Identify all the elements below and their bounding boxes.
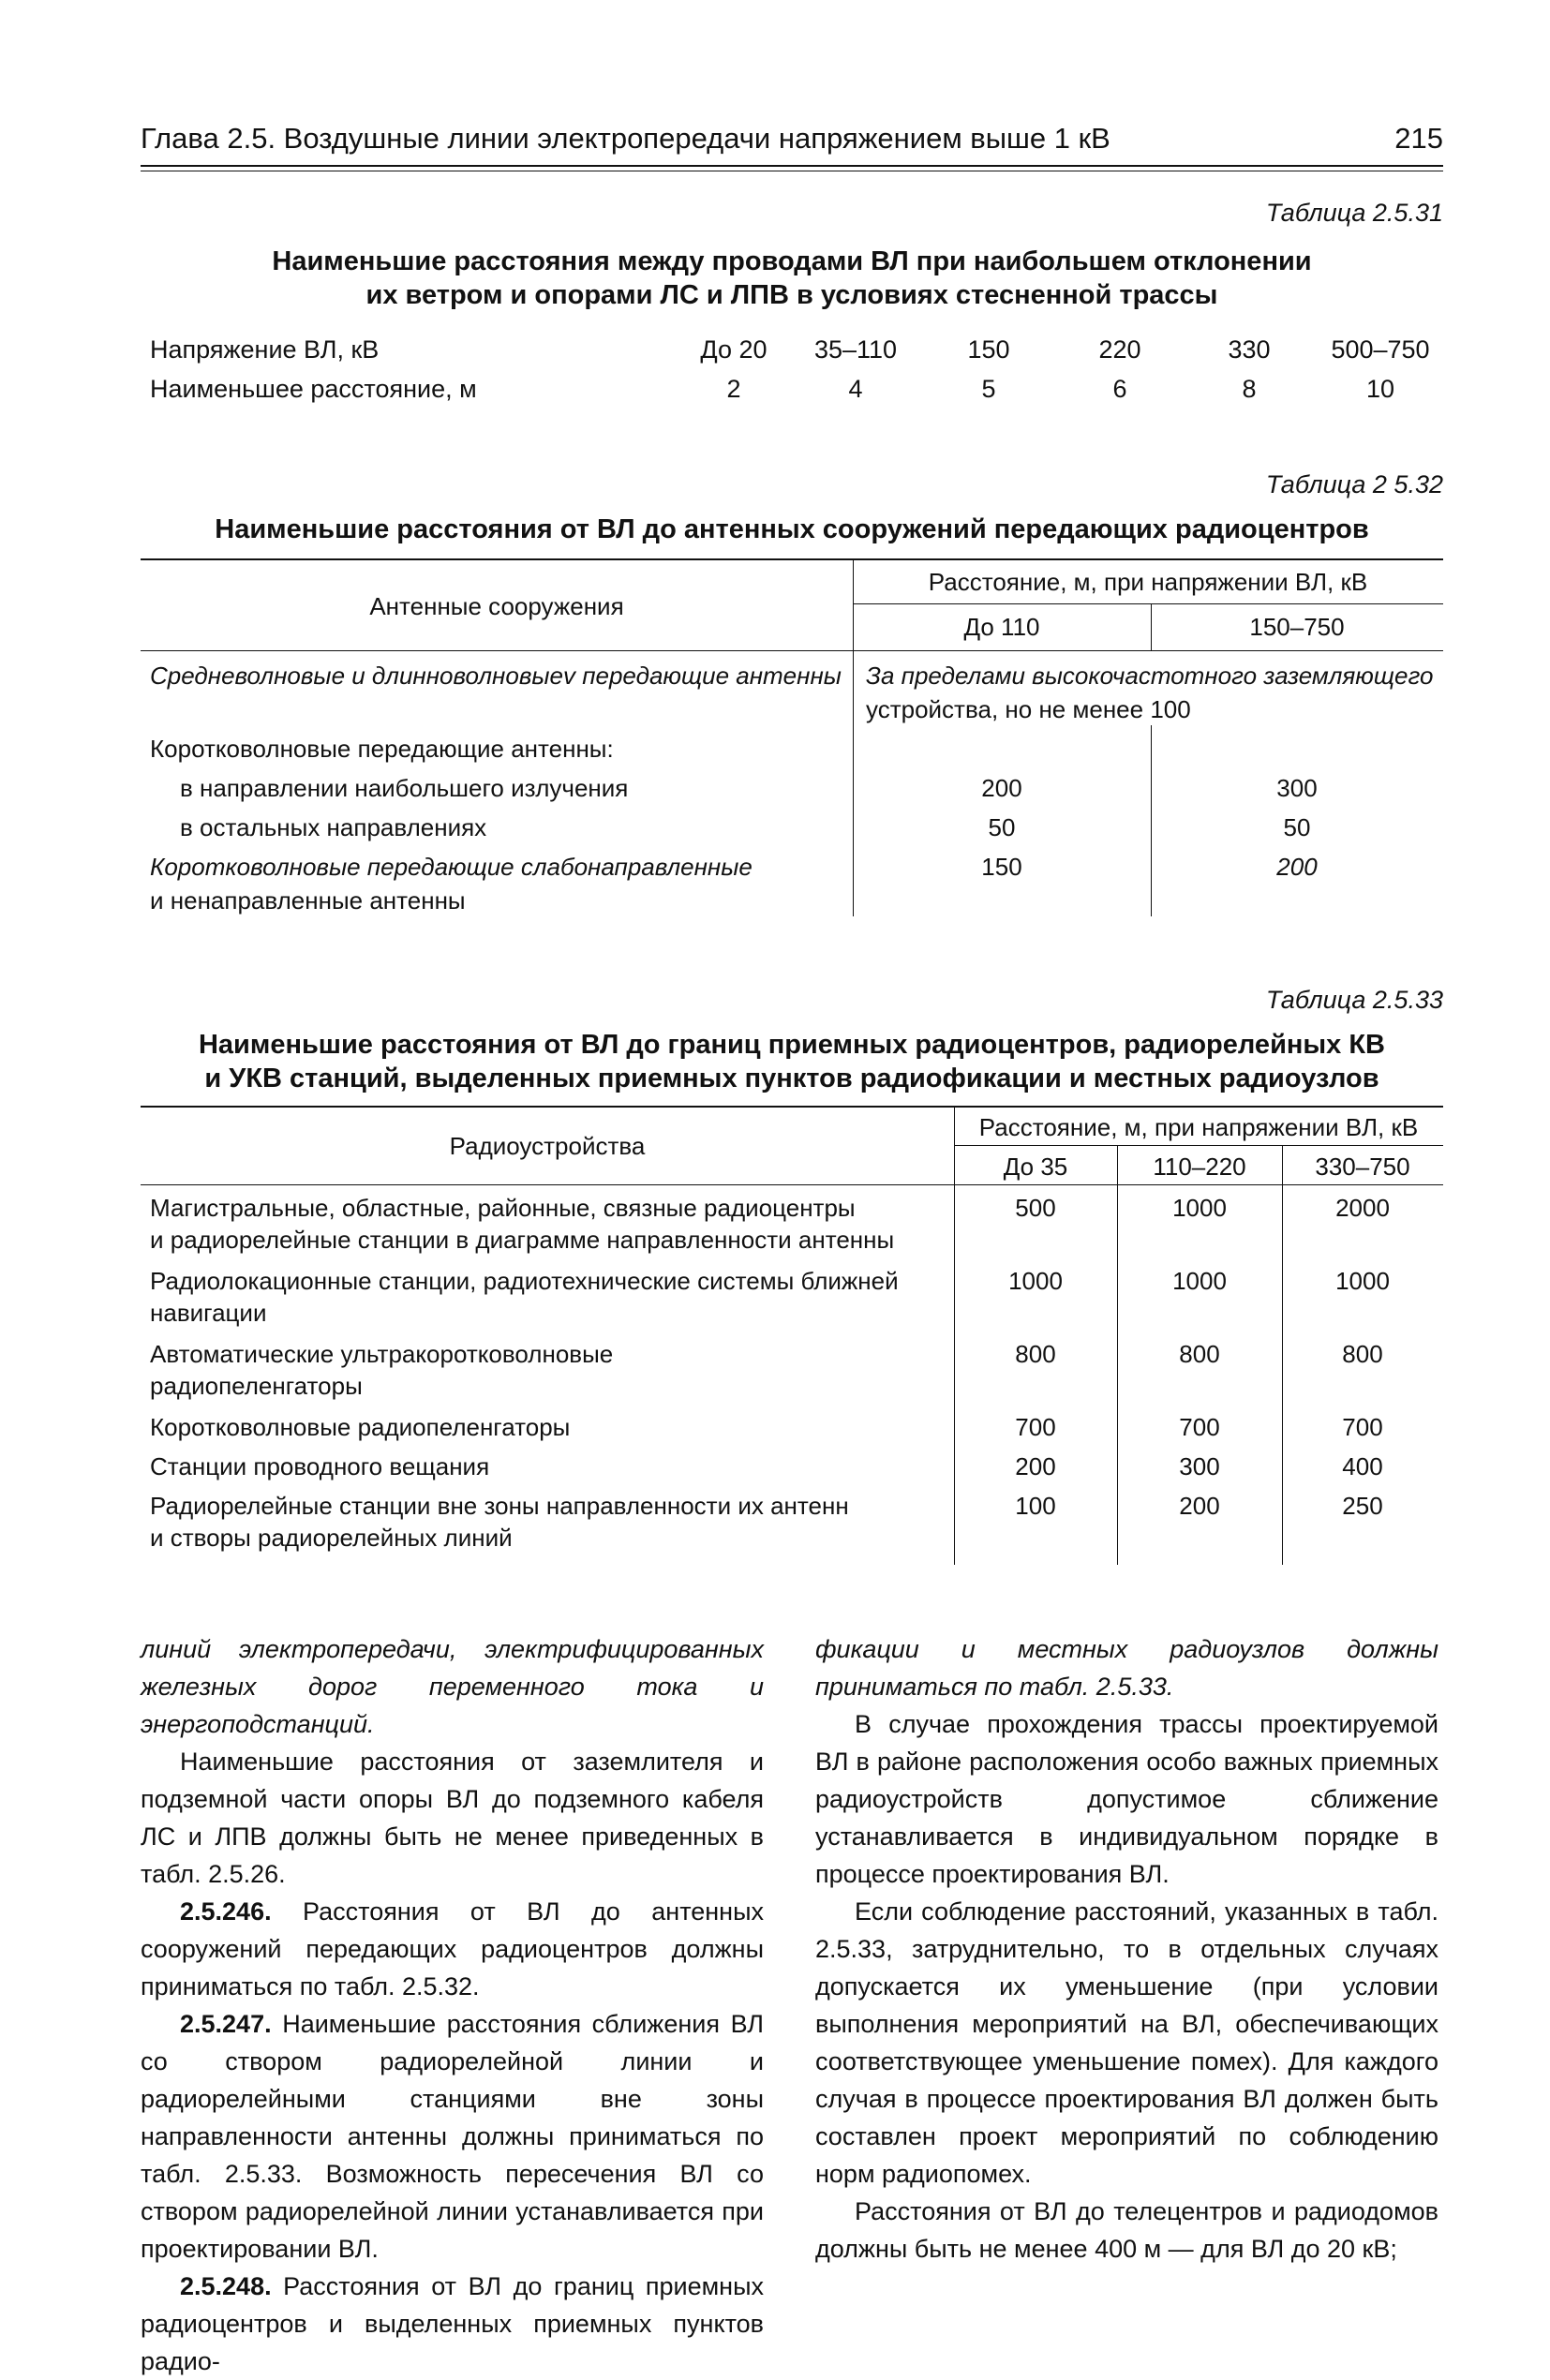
table33-row-name-cont: и радиорелейные станции в диаграмме направленности антенны [150, 1226, 895, 1254]
table32-top-rule [141, 558, 1443, 560]
clause-number: 2.5.248. [180, 2272, 272, 2300]
table31-cell: 35–110 [813, 335, 898, 364]
table33-cell: 300 [1179, 1452, 1220, 1480]
table33-cell: 2000 [1335, 1194, 1390, 1222]
table31-cell: 330 [1228, 335, 1271, 364]
table31-caption: Таблица 2.5.31 [1265, 199, 1443, 227]
table33-top-rule [141, 1106, 1443, 1108]
table33-row-name: Станции проводного вещания [150, 1452, 490, 1480]
table32-cell: 300 [1276, 774, 1318, 802]
running-header [141, 122, 1443, 163]
table33-cell: 800 [1342, 1340, 1383, 1368]
table33-caption: Таблица 2.5.33 [1265, 986, 1443, 1014]
table33-cell: 250 [1342, 1492, 1383, 1520]
table33-cell: 500 [1015, 1194, 1056, 1222]
table32-subheader-rule [853, 603, 1443, 604]
chapter-title: Глава 2.5. Воздушные линии электропередачи напряжением выше 1 кВ [141, 122, 1110, 155]
table33-cell: 800 [1179, 1340, 1220, 1368]
table31-cell: 5 [981, 375, 996, 403]
table32-row-name-cont: и ненаправленные антенны [150, 886, 466, 915]
table33-cell: 1000 [1172, 1267, 1227, 1295]
table33-title-line1: Наименьшие расстояния от ВЛ до границ приемных радиоцентров, радиорелейных КВ [198, 1030, 1386, 1060]
table32-group-header: Расстояние, м, при напряжении ВЛ, кВ [928, 568, 1368, 596]
header-rule [141, 165, 1443, 167]
table33-cell: 200 [1179, 1492, 1220, 1520]
table31-cell: 2 [726, 375, 741, 403]
paragraph-text: Расстояния от ВЛ до границ приемных радиоцентров и выделенных приемных пунктов радио- [141, 2272, 764, 2375]
table31-cell: 4 [848, 375, 863, 403]
paragraph [141, 2005, 764, 2268]
table32-cell: 50 [1283, 813, 1311, 841]
page-number: 215 [1394, 122, 1443, 155]
table33-header-bottom-rule [141, 1184, 1443, 1185]
paragraph-text: Наименьшие расстояния сближения ВЛ со створом радиорелейной линии и радиорелейными станциями вне зоны направленности антенны должны приниматься по табл. 2.5.33. Возможность пересечения ВЛ со створом радиорелейной линии устанавливается при проектировании ВЛ. [141, 2010, 764, 2263]
table33-cell: 100 [1015, 1492, 1056, 1520]
clause-number: 2.5.247. [180, 2010, 272, 2038]
table32-title: Наименьшие расстояния от ВЛ до антенных сооружений передающих радиоцентров [215, 514, 1369, 544]
paragraph: линий электропередачи, электрифицированных железных дорог переменного тока и энергоподстанций. [141, 1635, 764, 1738]
table33-cell: 200 [1015, 1452, 1056, 1480]
table33-cell: 700 [1342, 1413, 1383, 1441]
table32-col-header: Антенные сооружения [369, 592, 624, 620]
table32-span-value: устройства, но не менее 100 [866, 695, 1191, 723]
table31-cell: До 20 [700, 335, 768, 364]
table31-row-distance [141, 375, 1443, 409]
table32-header-bottom-rule [141, 650, 1443, 651]
paragraph: В случае прохождения трассы проектируемой ВЛ в районе расположения особо важных приемных радиоустройств допустимое сближение устанавливается в индивидуальном порядке в процессе проектирования ВЛ. [815, 1710, 1438, 1888]
table33-row-name: Радиорелейные станции вне зоны направленности их антенн [150, 1492, 849, 1520]
table33-row-name: Радиолокационные станции, радиотехнические системы ближней [150, 1267, 899, 1295]
table31-row-voltage [141, 335, 1443, 369]
table33-col-header: Радиоустройства [449, 1132, 646, 1160]
table32-span-value: За пределами высокочастотного заземляющего [866, 662, 1434, 690]
table31-cell: 150 [967, 335, 1010, 364]
table33-cell: 700 [1179, 1413, 1220, 1441]
body-column-right [815, 1630, 1438, 2268]
table33-cell: 1000 [1008, 1267, 1063, 1295]
table32-row-name: в направлении наибольшего излучения [180, 774, 629, 802]
table33-cell: 400 [1342, 1452, 1383, 1480]
table31-title-line1: Наименьшие расстояния между проводами ВЛ при наибольшем отклонении [272, 246, 1312, 276]
table33-title-line2: и УКВ станций, выделенных приемных пунктов радиофикации и местных радиоузлов [204, 1064, 1379, 1093]
clause-number: 2.5.246. [180, 1897, 272, 1926]
table32-row-name: Коротковолновые передающие антенны: [150, 735, 614, 763]
table31-cell: 8 [1242, 375, 1257, 403]
table32-subheader: До 110 [963, 613, 1040, 641]
table33-row-name-cont: навигации [150, 1299, 267, 1327]
table31-title-line2: их ветром и опорами ЛС и ЛПВ в условиях стесненной трассы [365, 280, 1218, 310]
paragraph: Расстояния от ВЛ до телецентров и радиодомов должны быть не менее 400 м — для ВЛ до 20 кВ; [815, 2197, 1438, 2263]
paragraph [141, 2268, 764, 2380]
table32-caption: Таблица 2 5.32 [1265, 470, 1443, 498]
table31-cell: 500–750 [1331, 335, 1430, 364]
table32-subheader: 150–750 [1249, 613, 1345, 641]
table32-row-name: Коротковолновые передающие слабонаправленные [150, 853, 753, 881]
table32-row-name: Средневолновые и длинноволновыеv передающие антенны [150, 662, 842, 690]
table33-cell: 700 [1015, 1413, 1056, 1441]
table33-row-name: Автоматические ультракоротковолновые [150, 1340, 614, 1368]
table33-row-name: Магистральные, областные, районные, связные радиоцентры [150, 1194, 856, 1222]
table33-cell: 1000 [1335, 1267, 1390, 1295]
table31-row1-label: Напряжение ВЛ, кВ [150, 335, 380, 364]
table31-cell: 6 [1112, 375, 1127, 403]
table32-cell: 200 [1276, 853, 1318, 881]
table33-subheader-rule [954, 1145, 1443, 1146]
table32-cell: 150 [981, 853, 1022, 881]
table32-row-name: в остальных направлениях [180, 813, 487, 841]
table32-cell: 200 [981, 774, 1022, 802]
table31-row2-label: Наименьшее расстояние, м [150, 375, 477, 403]
paragraph-text: Расстояния от ВЛ до антенных сооружений передающих радиоцентров должны приниматься по табл. 2.5.32. [141, 1897, 764, 2001]
paragraph [141, 1893, 764, 2005]
body-column-left [141, 1630, 764, 2380]
table33-cell: 1000 [1172, 1194, 1227, 1222]
paragraph: Наименьшие расстояния от заземлителя и подземной части опоры ВЛ до подземного кабеля ЛС и ЛПВ должны быть не менее приведенных в табл. 2.5.26. [141, 1748, 764, 1888]
table33-row-name-cont: радиопеленгаторы [150, 1372, 363, 1400]
table33-row-name: Коротковолновые радиопеленгаторы [150, 1413, 571, 1441]
paragraph: фикации и местных радиоузлов должны приниматься по табл. 2.5.33. [815, 1635, 1438, 1701]
table33-subheader: 110–220 [1153, 1153, 1246, 1181]
table33-cell: 800 [1015, 1340, 1056, 1368]
table33-subheader: До 35 [1003, 1153, 1068, 1181]
table33-subheader: 330–750 [1315, 1153, 1410, 1181]
table33-row-name-cont: и створы радиорелейных линий [150, 1524, 513, 1552]
table31-cell: 10 [1365, 375, 1395, 403]
table32-cell: 50 [988, 813, 1016, 841]
table33-group-header: Расстояние, м, при напряжении ВЛ, кВ [978, 1113, 1419, 1141]
paragraph: Если соблюдение расстояний, указанных в табл. 2.5.33, затруднительно, то в отдельных случаях допускается их уменьшение (при условии выполнения мероприятий на ВЛ, обеспечивающих соответствующее уменьшение помех). Для каждого случая в процессе проектирования ВЛ должен быть составлен проект мероприятий по соблюдению норм радиопомех. [815, 1897, 1438, 2188]
table31-cell: 220 [1098, 335, 1141, 364]
